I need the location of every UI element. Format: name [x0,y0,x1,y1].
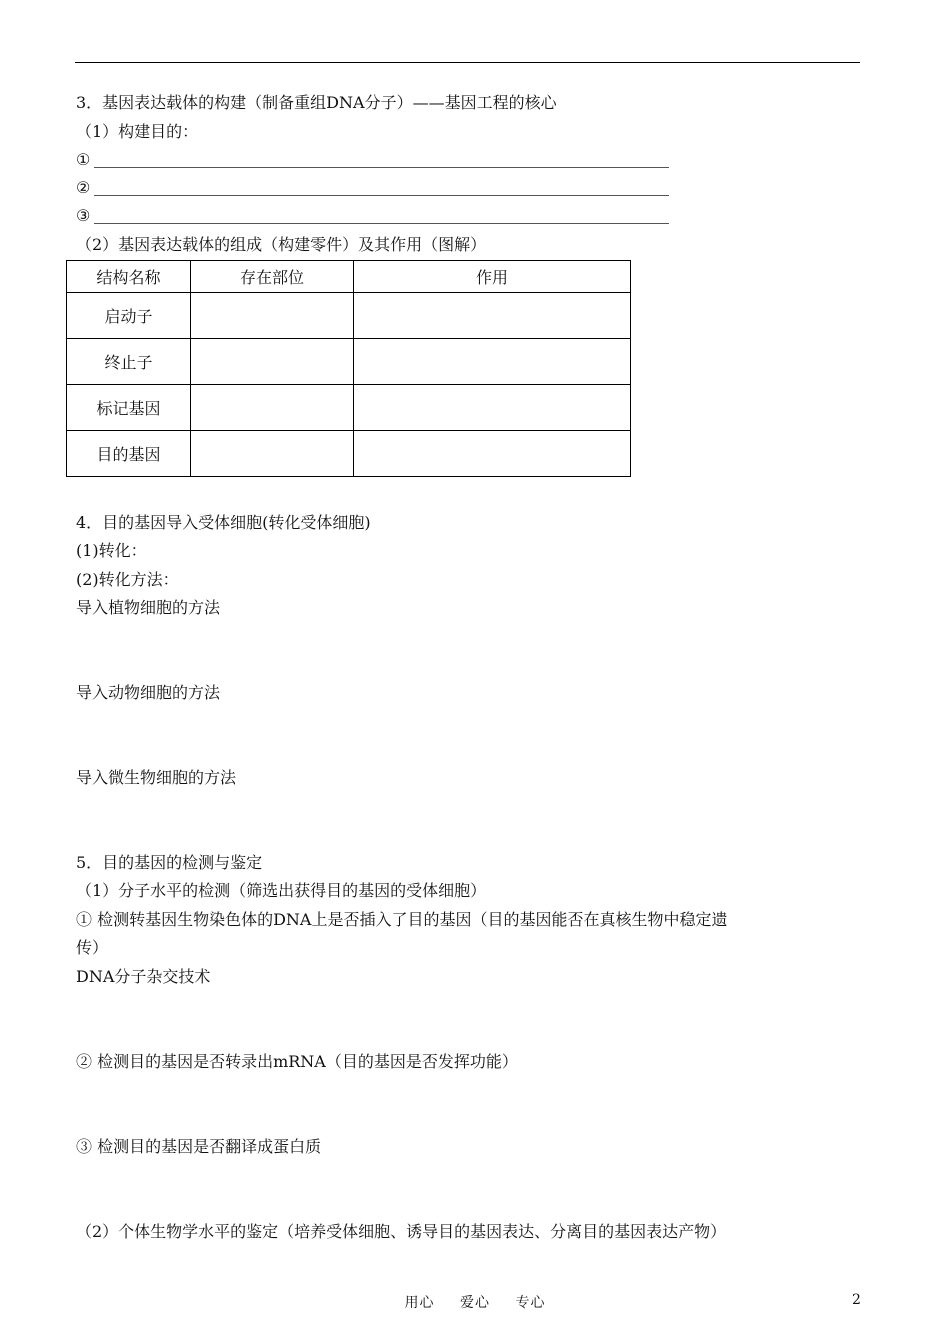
table-row [67,293,631,339]
cell-function [354,339,631,385]
cell-location [191,385,354,431]
check2-text: ② 检测目的基因是否转录出mRNA（目的基因是否发挥功能） [76,1052,518,1071]
footer-mottos [0,1292,950,1312]
table-row [67,431,631,477]
blank-underline [94,223,669,224]
cell-location [191,293,354,339]
transformation-methods-item: (2)转化方法： [76,570,179,589]
blank-line-3 [76,206,90,226]
check1-text-continued: 传） [76,938,109,957]
animal-cell-method: 导入动物细胞的方法 [76,683,221,702]
header-structure-name: 结构名称 [67,261,191,293]
microbe-cell-method: 导入微生物细胞的方法 [76,768,237,787]
table-header-row [67,261,631,293]
row-name-terminator: 终止子 [67,339,191,385]
check1-text: ① 检测转基因生物染色体的DNA上是否插入了目的基因（目的基因能否在真核生物中稳定遗 [76,910,728,929]
molecular-detection-heading: （1）分子水平的检测（筛选出获得目的基因的受体细胞） [76,881,487,900]
transformation-item: (1)转化： [76,541,147,560]
blank-underline [94,167,669,168]
composition-heading: （2）基因表达载体的组成（构建零件）及其作用（图解） [76,235,487,254]
table-row [67,339,631,385]
row-name-target-gene: 目的基因 [67,431,191,477]
table-row [67,385,631,431]
section3-title: 3．基因表达载体的构建（制备重组DNA分子）——基因工程的核心 [76,93,557,112]
blank-number: ② [76,178,91,197]
purpose-heading: （1）构建目的： [76,122,199,141]
header-rule [75,62,860,63]
section5-title: 5．目的基因的检测与鉴定 [76,853,263,872]
dna-hybridization-method: DNA分子杂交技术 [76,967,211,986]
section4-title: 4．目的基因导入受体细胞(转化受体细胞) [76,513,371,532]
header-function: 作用 [354,261,631,293]
cell-function [354,293,631,339]
row-name-marker-gene: 标记基因 [67,385,191,431]
blank-number: ③ [76,206,91,225]
plant-cell-method: 导入植物细胞的方法 [76,598,221,617]
check3-text: ③ 检测目的基因是否翻译成蛋白质 [76,1137,322,1156]
individual-level-heading: （2）个体生物学水平的鉴定（培养受体细胞、诱导目的基因表达、分离目的基因表达产物） [76,1222,727,1241]
footer-motto: 用心 [404,1295,435,1311]
cell-location [191,431,354,477]
page-number: 2 [852,1292,861,1308]
blank-line-1 [76,150,90,170]
blank-line-2 [76,178,90,198]
vector-components-table [66,260,631,477]
cell-function [354,385,631,431]
footer-motto: 爱心 [460,1295,490,1311]
blank-number: ① [76,150,91,169]
row-name-promoter: 启动子 [67,293,191,339]
header-location: 存在部位 [191,261,354,293]
blank-underline [94,195,669,196]
footer-motto: 专心 [515,1295,546,1311]
cell-function [354,431,631,477]
cell-location [191,339,354,385]
